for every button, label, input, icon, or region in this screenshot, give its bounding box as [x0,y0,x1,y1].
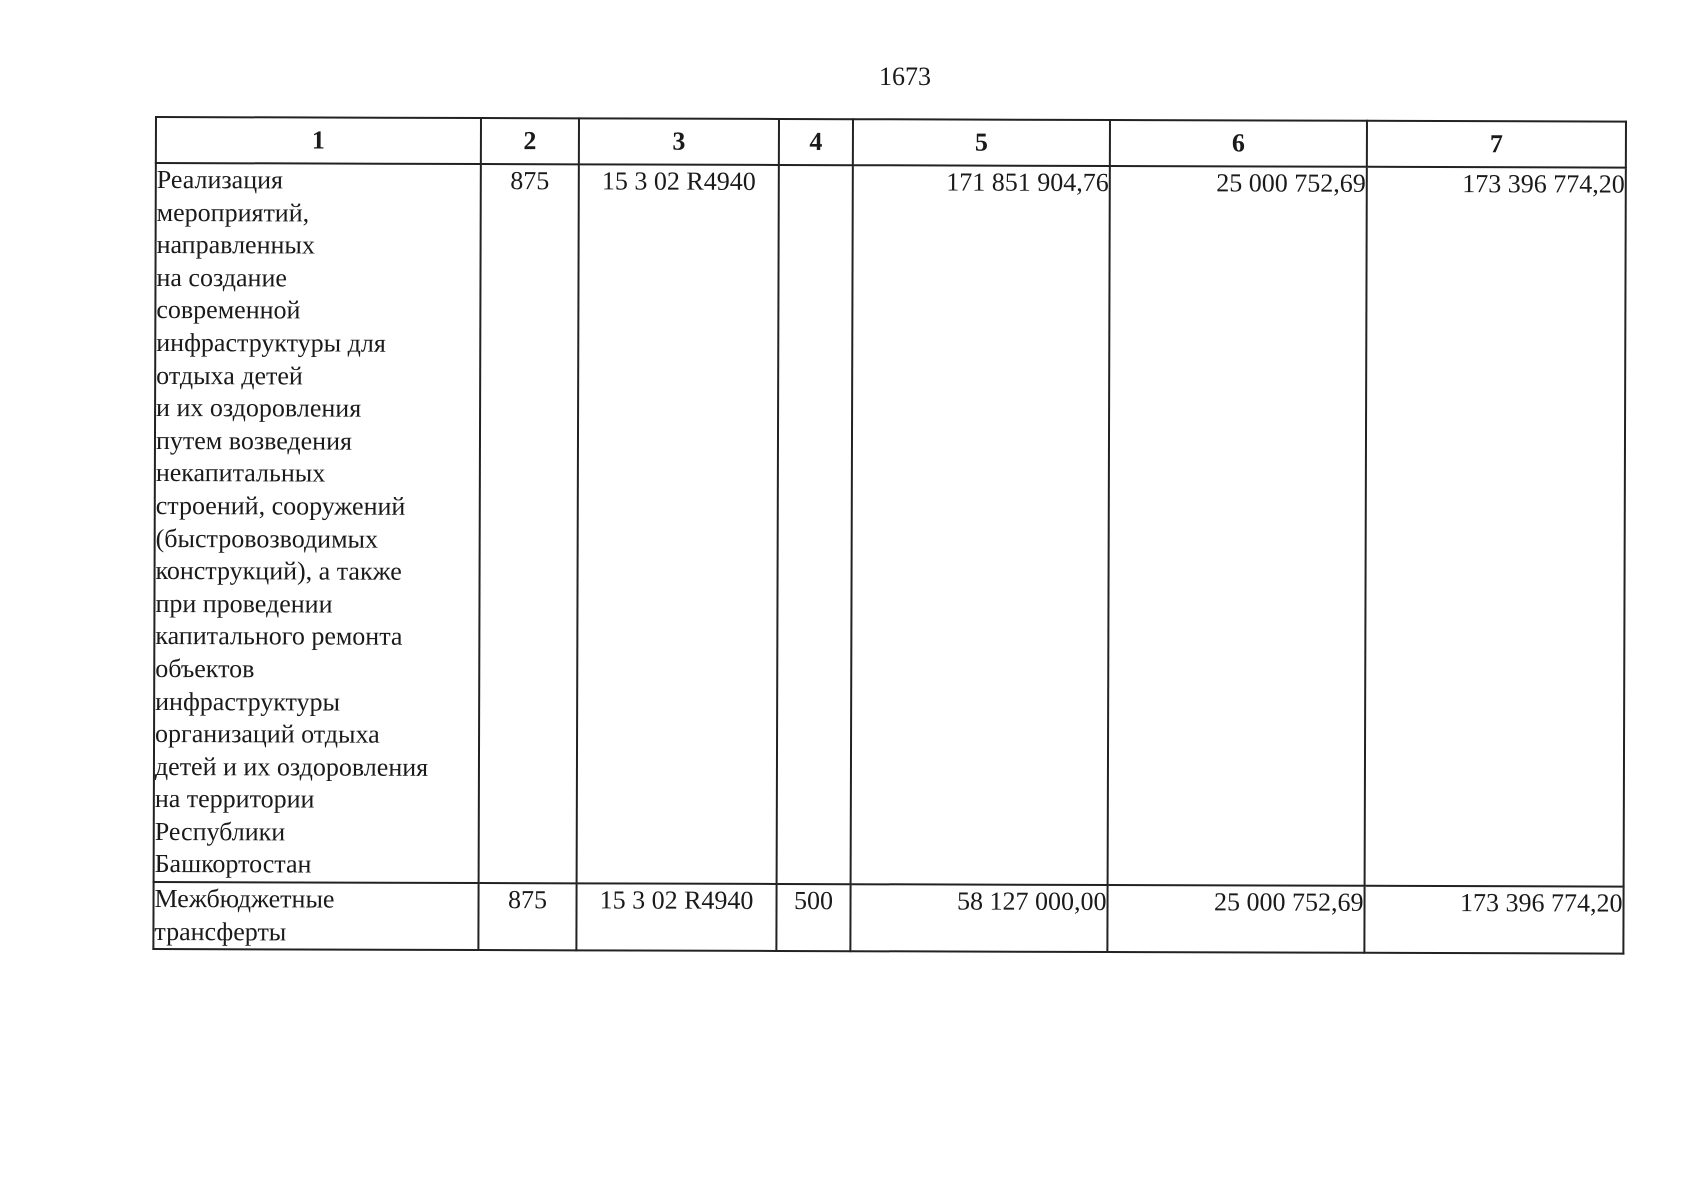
row-name-cell: Реализация мероприятий, направленных на создание современной инфраструктуры для отдыха детей и их оздоровления путем возведения некапитальных строений, сооружений (быстровозводимых конструкций), а также при проведении капитального ремонта объектов инфраструктуры организаций отдыха детей и их оздоровления на территории Республики Башкортостан [154,163,481,883]
column-header-5: 5 [853,119,1110,166]
amount-3-cell: 173 396 774,20 [1365,167,1626,887]
table-header-row [156,117,1626,168]
target-article-cell: 15 3 02 R4940 [576,883,776,951]
ministry-code-cell: 875 [479,164,579,883]
page-number: 1673 [879,62,931,91]
table-row [154,163,1626,887]
column-header-7: 7 [1367,121,1626,168]
column-header-6: 6 [1110,120,1367,167]
target-article-cell: 15 3 02 R4940 [577,164,779,884]
expense-type-cell: 500 [776,884,850,951]
amount-3-cell: 173 396 774,20 [1364,886,1623,954]
row-name-cell: Межбюджетные трансферты [153,882,478,950]
ministry-code-cell: 875 [478,883,576,950]
budget-table [152,116,1627,955]
expense-type-cell [777,165,853,884]
column-header-3: 3 [579,118,779,165]
amount-2-cell: 25 000 752,69 [1108,166,1367,886]
amount-2-cell: 25 000 752,69 [1107,885,1364,953]
column-header-2: 2 [481,118,579,164]
amount-1-cell: 171 851 904,76 [851,165,1110,885]
amount-1-cell: 58 127 000,00 [850,884,1107,952]
table-row [153,882,1623,954]
column-header-4: 4 [779,119,853,165]
column-header-1: 1 [156,117,481,164]
